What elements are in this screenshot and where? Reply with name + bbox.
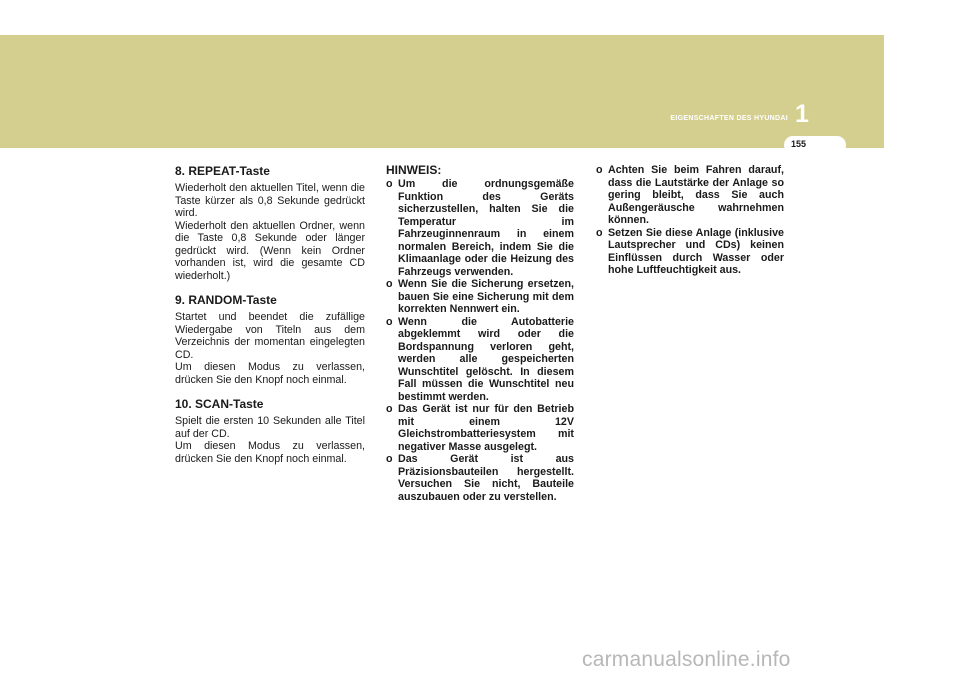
paragraph: Um diesen Modus zu verlassen, drücken Sie den Knopf noch einmal. bbox=[175, 361, 365, 386]
list-item bbox=[386, 316, 574, 404]
list-item bbox=[596, 164, 784, 227]
column-left bbox=[175, 164, 365, 476]
list-item-text: Setzen Sie diese Anlage (inklusive Lautsprecher und CDs) keinen Einflüssen durch Wasser oder hohe Luftfeuchtigkeit aus. bbox=[608, 226, 784, 276]
paragraph: Wiederholt den aktuellen Ordner, wenn die Taste 0,8 Sekunde oder länger gedrückt wird. (Wenn kein Ordner vorhanden ist, wird die gesamte CD wiederholt.) bbox=[175, 219, 365, 282]
list-item-text: Das Gerät ist aus Präzisionsbauteilen hergestellt. Versuchen Sie nicht, Bauteile auszubauen oder zu verstellen. bbox=[398, 453, 574, 503]
list-item bbox=[386, 453, 574, 503]
bullet-marker: o bbox=[386, 453, 393, 465]
bullet-marker: o bbox=[386, 278, 393, 290]
paragraph: Wiederholt den aktuellen Titel, wenn die Taste kürzer als 0,8 Sekunde gedrückt wird. bbox=[175, 182, 365, 219]
list-item-text: Achten Sie beim Fahren darauf, dass die Lautstärke der Anlage so gering bleibt, dass Sie auch Außengeräusche wahrnehmen können. bbox=[608, 164, 784, 226]
notice-list bbox=[386, 178, 574, 503]
paragraph: Um diesen Modus zu verlassen, drücken Sie den Knopf noch einmal. bbox=[175, 440, 365, 465]
section-random bbox=[175, 293, 365, 386]
list-item bbox=[596, 227, 784, 277]
notice-heading: HINWEIS: bbox=[386, 163, 442, 177]
page-number: 155 bbox=[791, 139, 807, 149]
list-item bbox=[386, 403, 574, 453]
section-heading: 9. RANDOM-Taste bbox=[175, 293, 277, 307]
bullet-marker: o bbox=[596, 164, 603, 176]
section-heading: 10. SCAN-Taste bbox=[175, 397, 264, 411]
list-item-text: Wenn Sie die Sicherung ersetzen, bauen Sie eine Sicherung mit dem korrekten Nennwert ein. bbox=[398, 278, 574, 315]
list-item-text: Wenn die Autobatterie abgeklemmt wird oder die Bordspannung verloren geht, werden alle gespeicherten Wunschtitel gelöscht. In diesem Fall müssen die Wunschtitel neu bestimmt werden. bbox=[398, 315, 574, 403]
bullet-marker: o bbox=[386, 403, 393, 415]
section-scan bbox=[175, 397, 365, 465]
section-title: EIGENSCHAFTEN DES HYUNDAI bbox=[670, 115, 788, 122]
watermark: carmanualsonline.info bbox=[582, 648, 791, 671]
column-middle bbox=[386, 164, 574, 503]
list-item bbox=[386, 178, 574, 278]
bullet-marker: o bbox=[386, 315, 393, 328]
section-heading: 8. REPEAT-Taste bbox=[175, 164, 270, 178]
notice-list-continued bbox=[596, 164, 784, 277]
paragraph: Spielt die ersten 10 Sekunden alle Titel auf der CD. bbox=[175, 415, 365, 440]
chapter-number: 1 bbox=[795, 100, 809, 128]
list-item-text: Um die ordnungsgemäße Funktion des Geräts sicherzustellen, halten Sie die Temperatur im Fahrzeuginnenraum in einem normalen Bereich, indem Sie die Klimaanlage oder die Heizung des Fahrzeugs verwenden. bbox=[398, 178, 574, 278]
list-item bbox=[386, 278, 574, 316]
bullet-marker: o bbox=[386, 178, 393, 190]
header-band bbox=[0, 35, 884, 148]
list-item-text: Das Gerät ist nur für den Betrieb mit einem 12V Gleichstrombatteriesystem mit negativer Masse ausgelegt. bbox=[398, 403, 574, 453]
paragraph: Startet und beendet die zufällige Wiedergabe von Titeln aus dem Verzeichnis der momentan eingelegten CD. bbox=[175, 311, 365, 361]
section-repeat bbox=[175, 164, 365, 282]
bullet-marker: o bbox=[596, 226, 603, 239]
column-right bbox=[596, 164, 784, 277]
